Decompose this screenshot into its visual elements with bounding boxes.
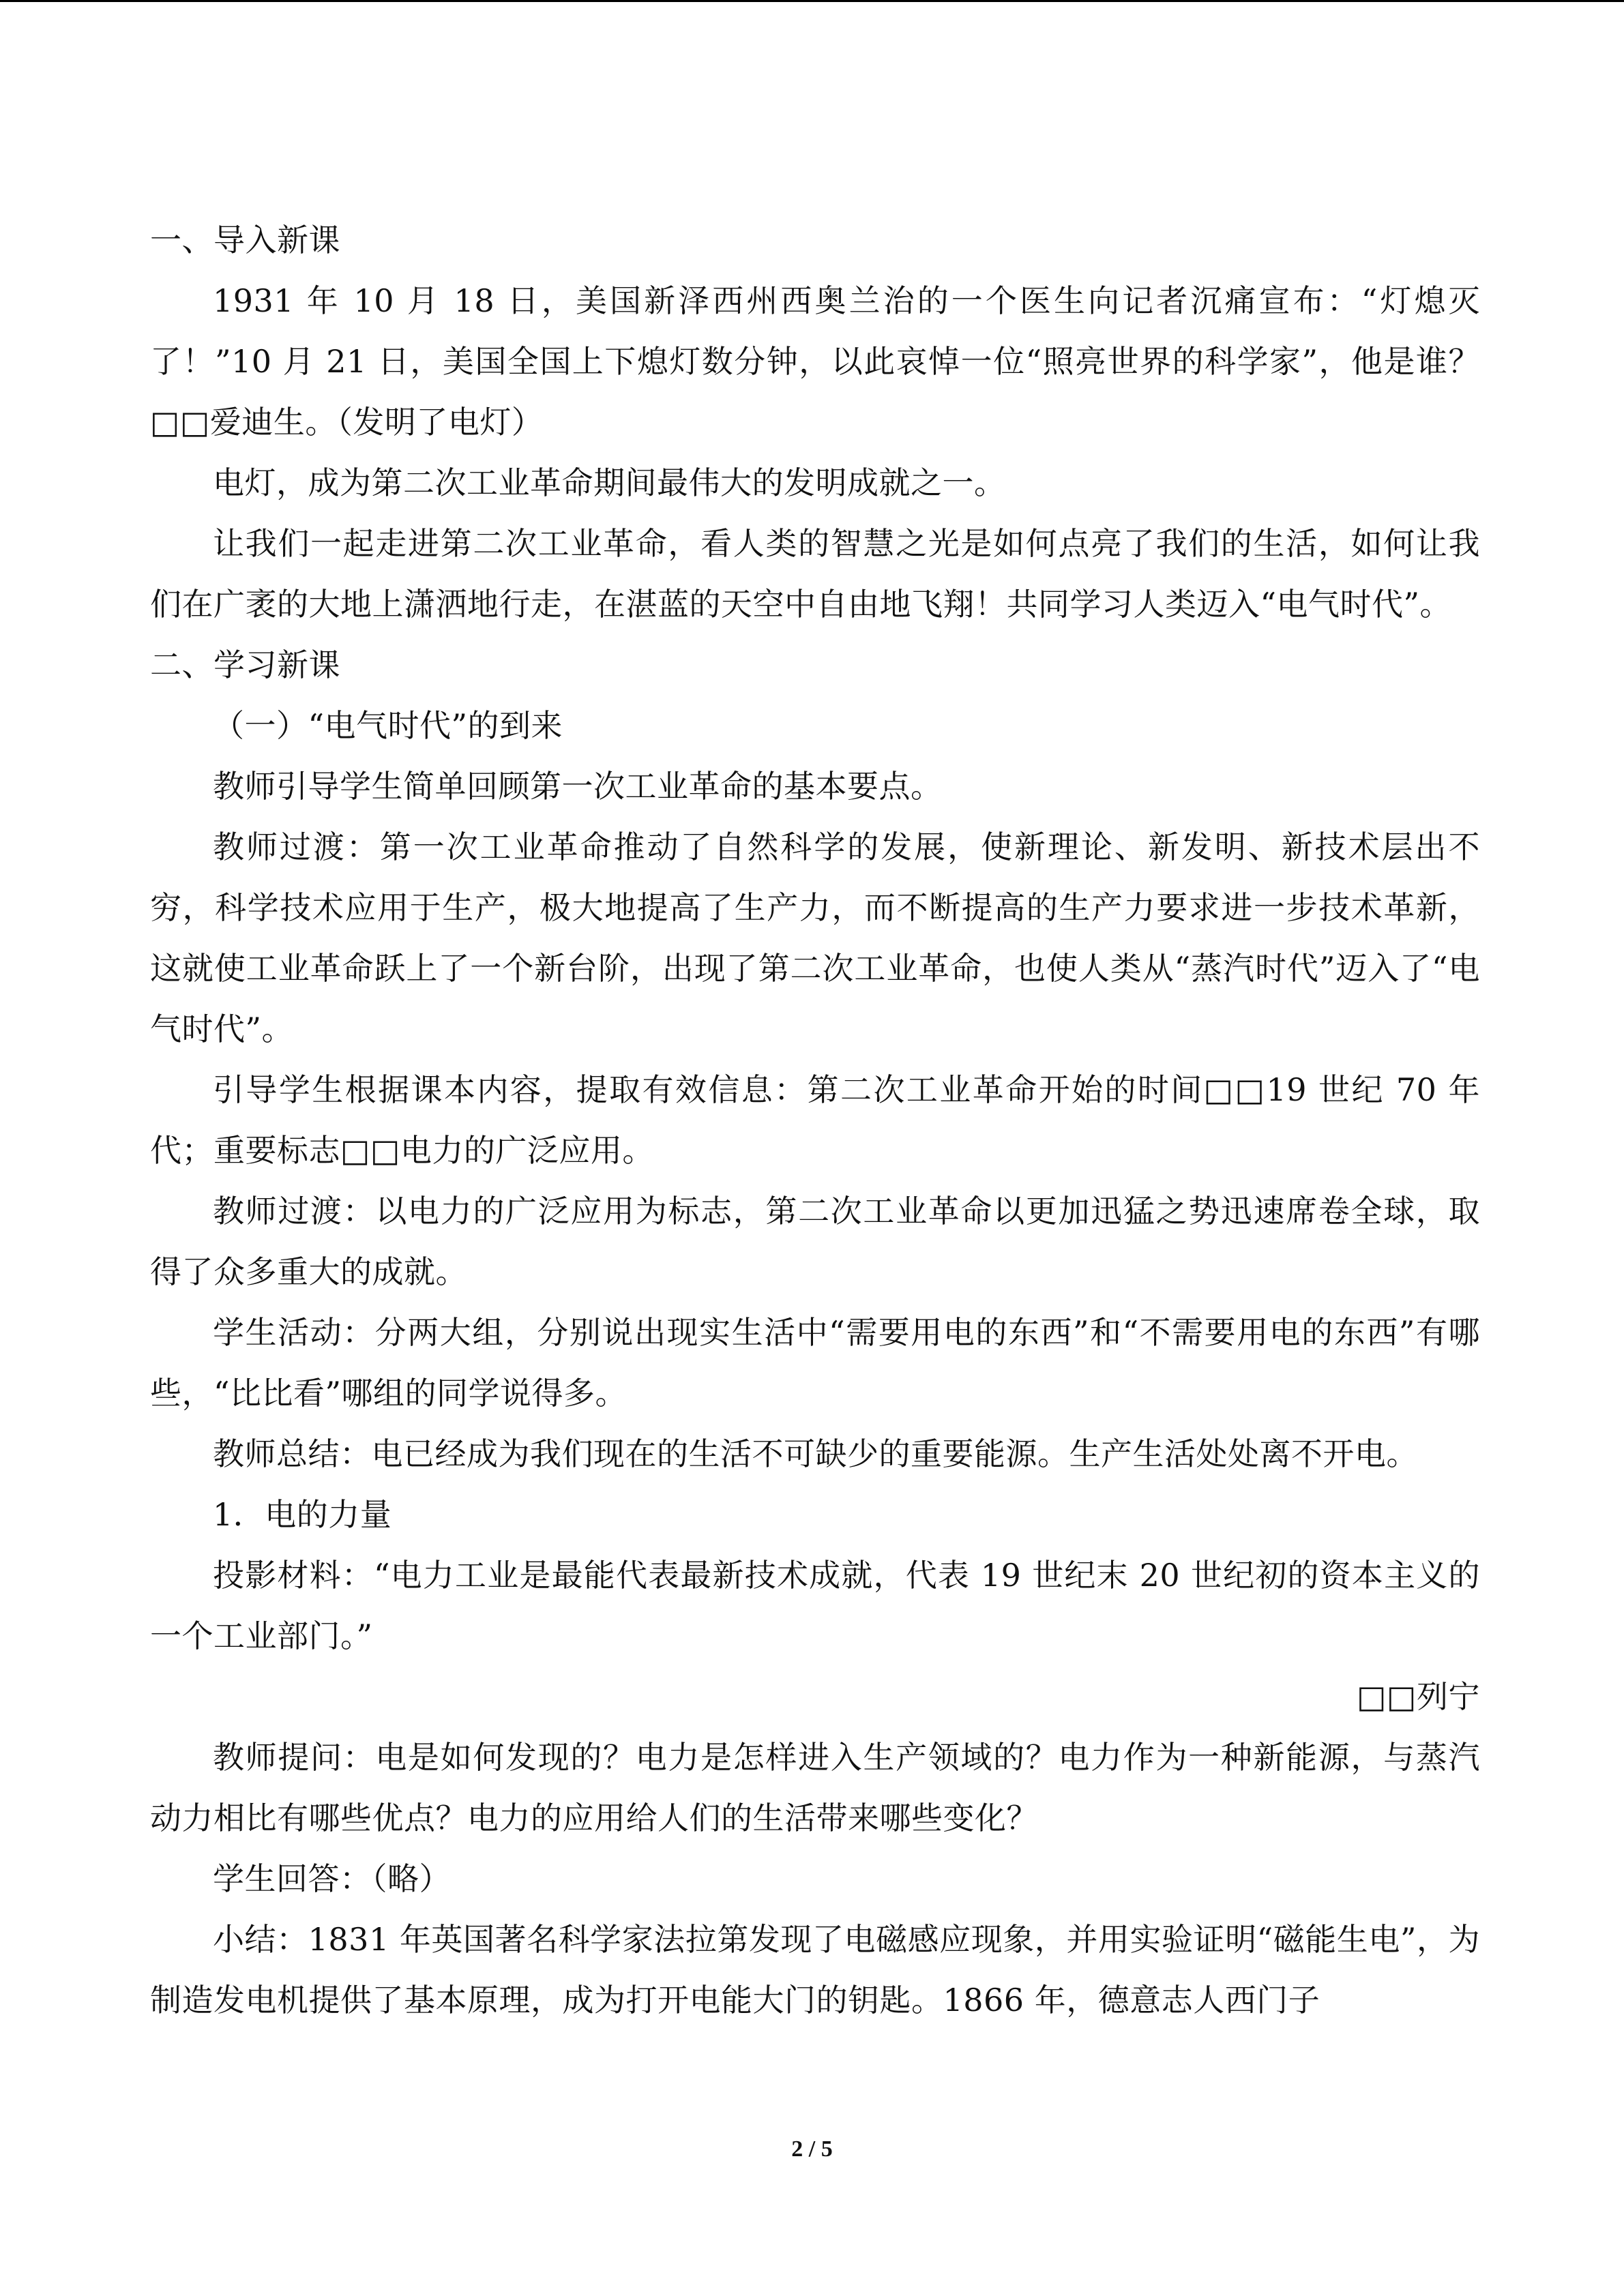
paragraph: 学生活动：分两大组，分别说出现实生活中“需要用电的东西”和“不需要用电的东西”有哪些，“比比看”哪组的同学说得多。 — [150, 1314, 1480, 1412]
paragraph: 让我们一起走进第二次工业革命，看人类的智慧之光是如何点亮了我们的生活，如何让我们在广袤的大地上潇洒地行走，在湛蓝的天空中自由地飞翔！共同学习人类迈入“电气时代”。 — [150, 525, 1480, 623]
paragraph: 电灯，成为第二次工业革命期间最伟大的发明成就之一。 — [213, 464, 1006, 501]
paragraph: 教师引导学生简单回顾第一次工业革命的基本要点。 — [213, 768, 943, 805]
paragraph: 教师提问：电是如何发现的？电力是怎样进入生产领域的？电力作为一种新能源，与蒸汽动力相比有哪些优点？电力的应用给人们的生活带来哪些变化？ — [150, 1739, 1480, 1836]
subheading: 1．电的力量 — [213, 1496, 392, 1533]
subheading: （一）“电气时代”的到来 — [213, 707, 563, 744]
paragraph: 小结：1831 年英国著名科学家法拉第发现了电磁感应现象，并用实验证明“磁能生电”，为制造发电机提供了基本原理，成为打开电能大门的钥匙。1866 年，德意志人西门子 — [150, 1921, 1480, 2018]
quote-attribution: □□列宁 — [1357, 1678, 1480, 1715]
page-number: 2 / 5 — [791, 2136, 833, 2162]
paragraph: 学生回答：（略） — [213, 1860, 451, 1897]
heading-new-lesson: 二、学习新课 — [150, 646, 340, 683]
paragraph: 教师过渡：第一次工业革命推动了自然科学的发展，使新理论、新发明、新技术层出不穷，科学技术应用于生产，极大地提高了生产力，而不断提高的生产力要求进一步技术革新，这就使工业革命跃上了一个新台阶，出现了第二次工业革命，也使人类从“蒸汽时代”迈入了“电气时代”。 — [150, 829, 1480, 1047]
document-body — [150, 210, 1480, 2031]
quote-paragraph: 投影材料：“电力工业是最能代表最新技术成就，代表 19 世纪末 20 世纪初的资本主义的一个工业部门。” — [150, 1557, 1480, 1654]
heading-intro: 一、导入新课 — [150, 222, 340, 258]
paragraph: 教师过渡：以电力的广泛应用为标志，第二次工业革命以更加迅猛之势迅速席卷全球，取得了众多重大的成就。 — [150, 1193, 1480, 1290]
paragraph: 1931 年 10 月 18 日，美国新泽西州西奥兰治的一个医生向记者沉痛宣布：“灯熄灭了！”10 月 21 日，美国全国上下熄灯数分钟，以此哀悼一位“照亮世界的科学家”，他是谁？□□爱迪生。（发明了电灯） — [150, 282, 1480, 441]
paragraph: 引导学生根据课本内容，提取有效信息：第二次工业革命开始的时间□□19 世纪 70 年代；重要标志□□电力的广泛应用。 — [150, 1071, 1480, 1169]
paragraph: 教师总结：电已经成为我们现在的生活不可缺少的重要能源。生产生活处处离不开电。 — [213, 1435, 1418, 1472]
